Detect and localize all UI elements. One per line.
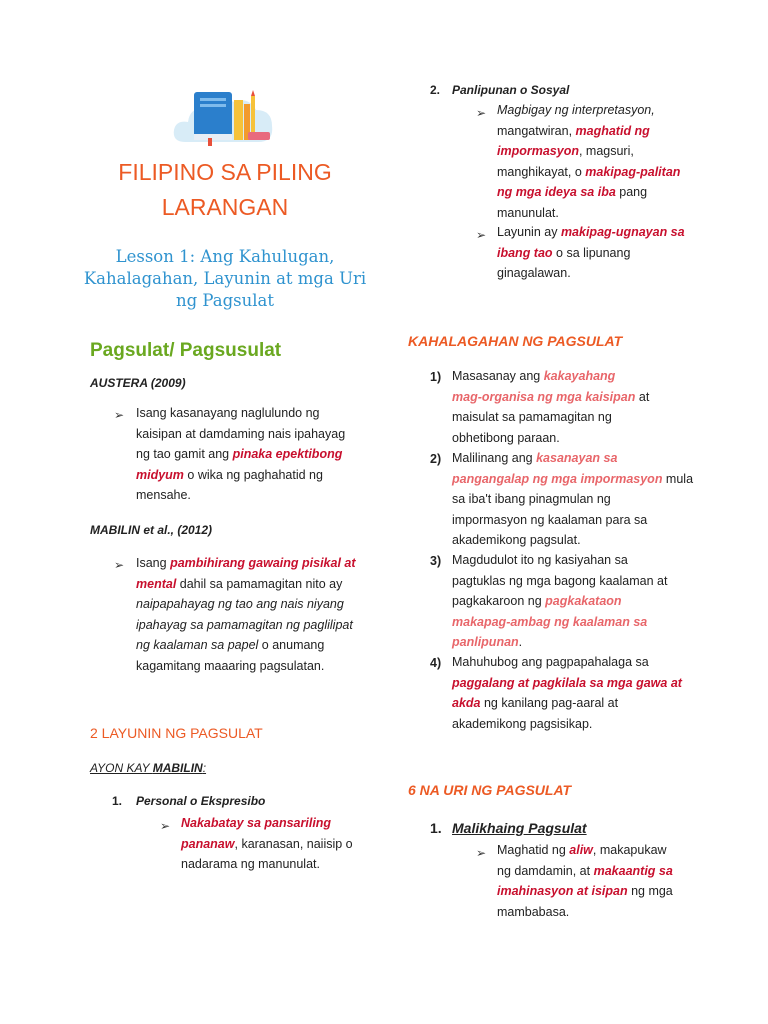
bullet-arrow-icon: ➢ xyxy=(476,228,487,242)
bullet-arrow-icon: ➢ xyxy=(160,819,171,833)
layunin-personal-label: Personal o Ekspresibo xyxy=(136,794,266,808)
item-number: 4) xyxy=(430,656,442,670)
subtitle-line3: ng Pagsulat xyxy=(175,291,275,310)
item-number: 1) xyxy=(430,370,442,384)
item-number: 2. xyxy=(430,83,441,97)
uri-malikhain-label: Malikhaing Pagsulat xyxy=(452,820,587,836)
layunin-panlipunan-label: Panlipunan o Sosyal xyxy=(452,83,570,97)
bullet-arrow-icon: ➢ xyxy=(114,558,125,572)
kahalagahan-item-4: Mahuhubog ang pagpapahalaga sa paggalang at pagkilala sa mga gawa at akda ng kanilang pag-aaral at akademikong pagsisikap. xyxy=(452,655,682,731)
bullet-arrow-icon: ➢ xyxy=(476,106,487,120)
books-cloud-icon xyxy=(170,82,278,148)
page-title-line1: FILIPINO SA PILING xyxy=(118,159,332,185)
kahalagahan-item-2: Malilinang ang kasanayan sa pangangalap ng mga impormasyon mula sa iba't ibang pinagmulan ng impormasyon ng kaalaman para sa akademikong pagsulat. xyxy=(452,451,694,547)
section-heading-layunin: 2 LAYUNIN NG PAGSULAT xyxy=(90,725,263,741)
item-number: 3) xyxy=(430,554,442,568)
panlipunan-description-b: Layunin ay makipag-ugnayan sa ibang tao o sa lipunang ginagalawan. xyxy=(497,225,685,280)
personal-description: Nakabatay sa pansariling pananaw, karanasan, naiisip o nadarama ng manunulat. xyxy=(181,816,353,871)
ayon-kay-mabilin: AYON KAY MABILIN: xyxy=(90,761,207,775)
author-mabilin: MABILIN et al., (2012) xyxy=(90,523,213,537)
malikhain-description: Maghatid ng aliw, makapukaw ng damdamin, at makaantig sa imahinasyon at isipan ng mga mambabasa. xyxy=(497,843,673,919)
mabilin-definition: Isang pambihirang gawaing pisikal at mental dahil sa pamamagitan nito ay naipapahayag ng tao ang nais niyang ipahayag sa pamamagitan ng paglilipat ng kaalaman sa papel o anumang kagamitang maaaring pagsulatan. xyxy=(136,556,356,673)
panlipunan-description-a: Magbigay ng interpretasyon, mangatwiran, maghatid ng impormasyon, magsuri, manghikayat, o makipag-palitan ng mga ideya sa iba pang manunulat. xyxy=(497,103,681,220)
item-number: 1. xyxy=(112,794,123,808)
bullet-arrow-icon: ➢ xyxy=(114,408,125,422)
kahalagahan-item-3: Magdudulot ito ng kasiyahan sa pagtuklas ng mga bagong kaalaman at pagkakaroon ng pagkakataon makapag-ambag ng kaalaman sa panlipunan. xyxy=(452,553,668,649)
section-heading-kahalagahan: KAHALAGAHAN NG PAGSULAT xyxy=(408,333,623,349)
author-austera: AUSTERA (2009) xyxy=(90,376,186,390)
subtitle-line1: Lesson 1: Ang Kahulugan, xyxy=(115,247,335,266)
subtitle-line2: Kahalagahan, Layunin at mga Uri xyxy=(83,269,367,288)
item-number: 1. xyxy=(430,820,442,836)
section-heading-uri: 6 NA URI NG PAGSULAT xyxy=(408,782,572,798)
item-number: 2) xyxy=(430,452,442,466)
austera-definition: Isang kasanayang naglulundo ng kaisipan at damdaming nais ipahayag ng tao gamit ang pinaka epektibong midyum o wika ng paghahatid ng mensahe. xyxy=(136,406,346,502)
kahalagahan-item-1: Masasanay ang kakayahang mag-organisa ng mga kaisipan at maisulat sa pamamagitan ng obhetibong paraan. xyxy=(452,369,650,445)
page-title-line2: LARANGAN xyxy=(161,194,289,220)
section-heading-pagsulat: Pagsulat/ Pagsusulat xyxy=(90,340,282,361)
bullet-arrow-icon: ➢ xyxy=(476,846,487,860)
